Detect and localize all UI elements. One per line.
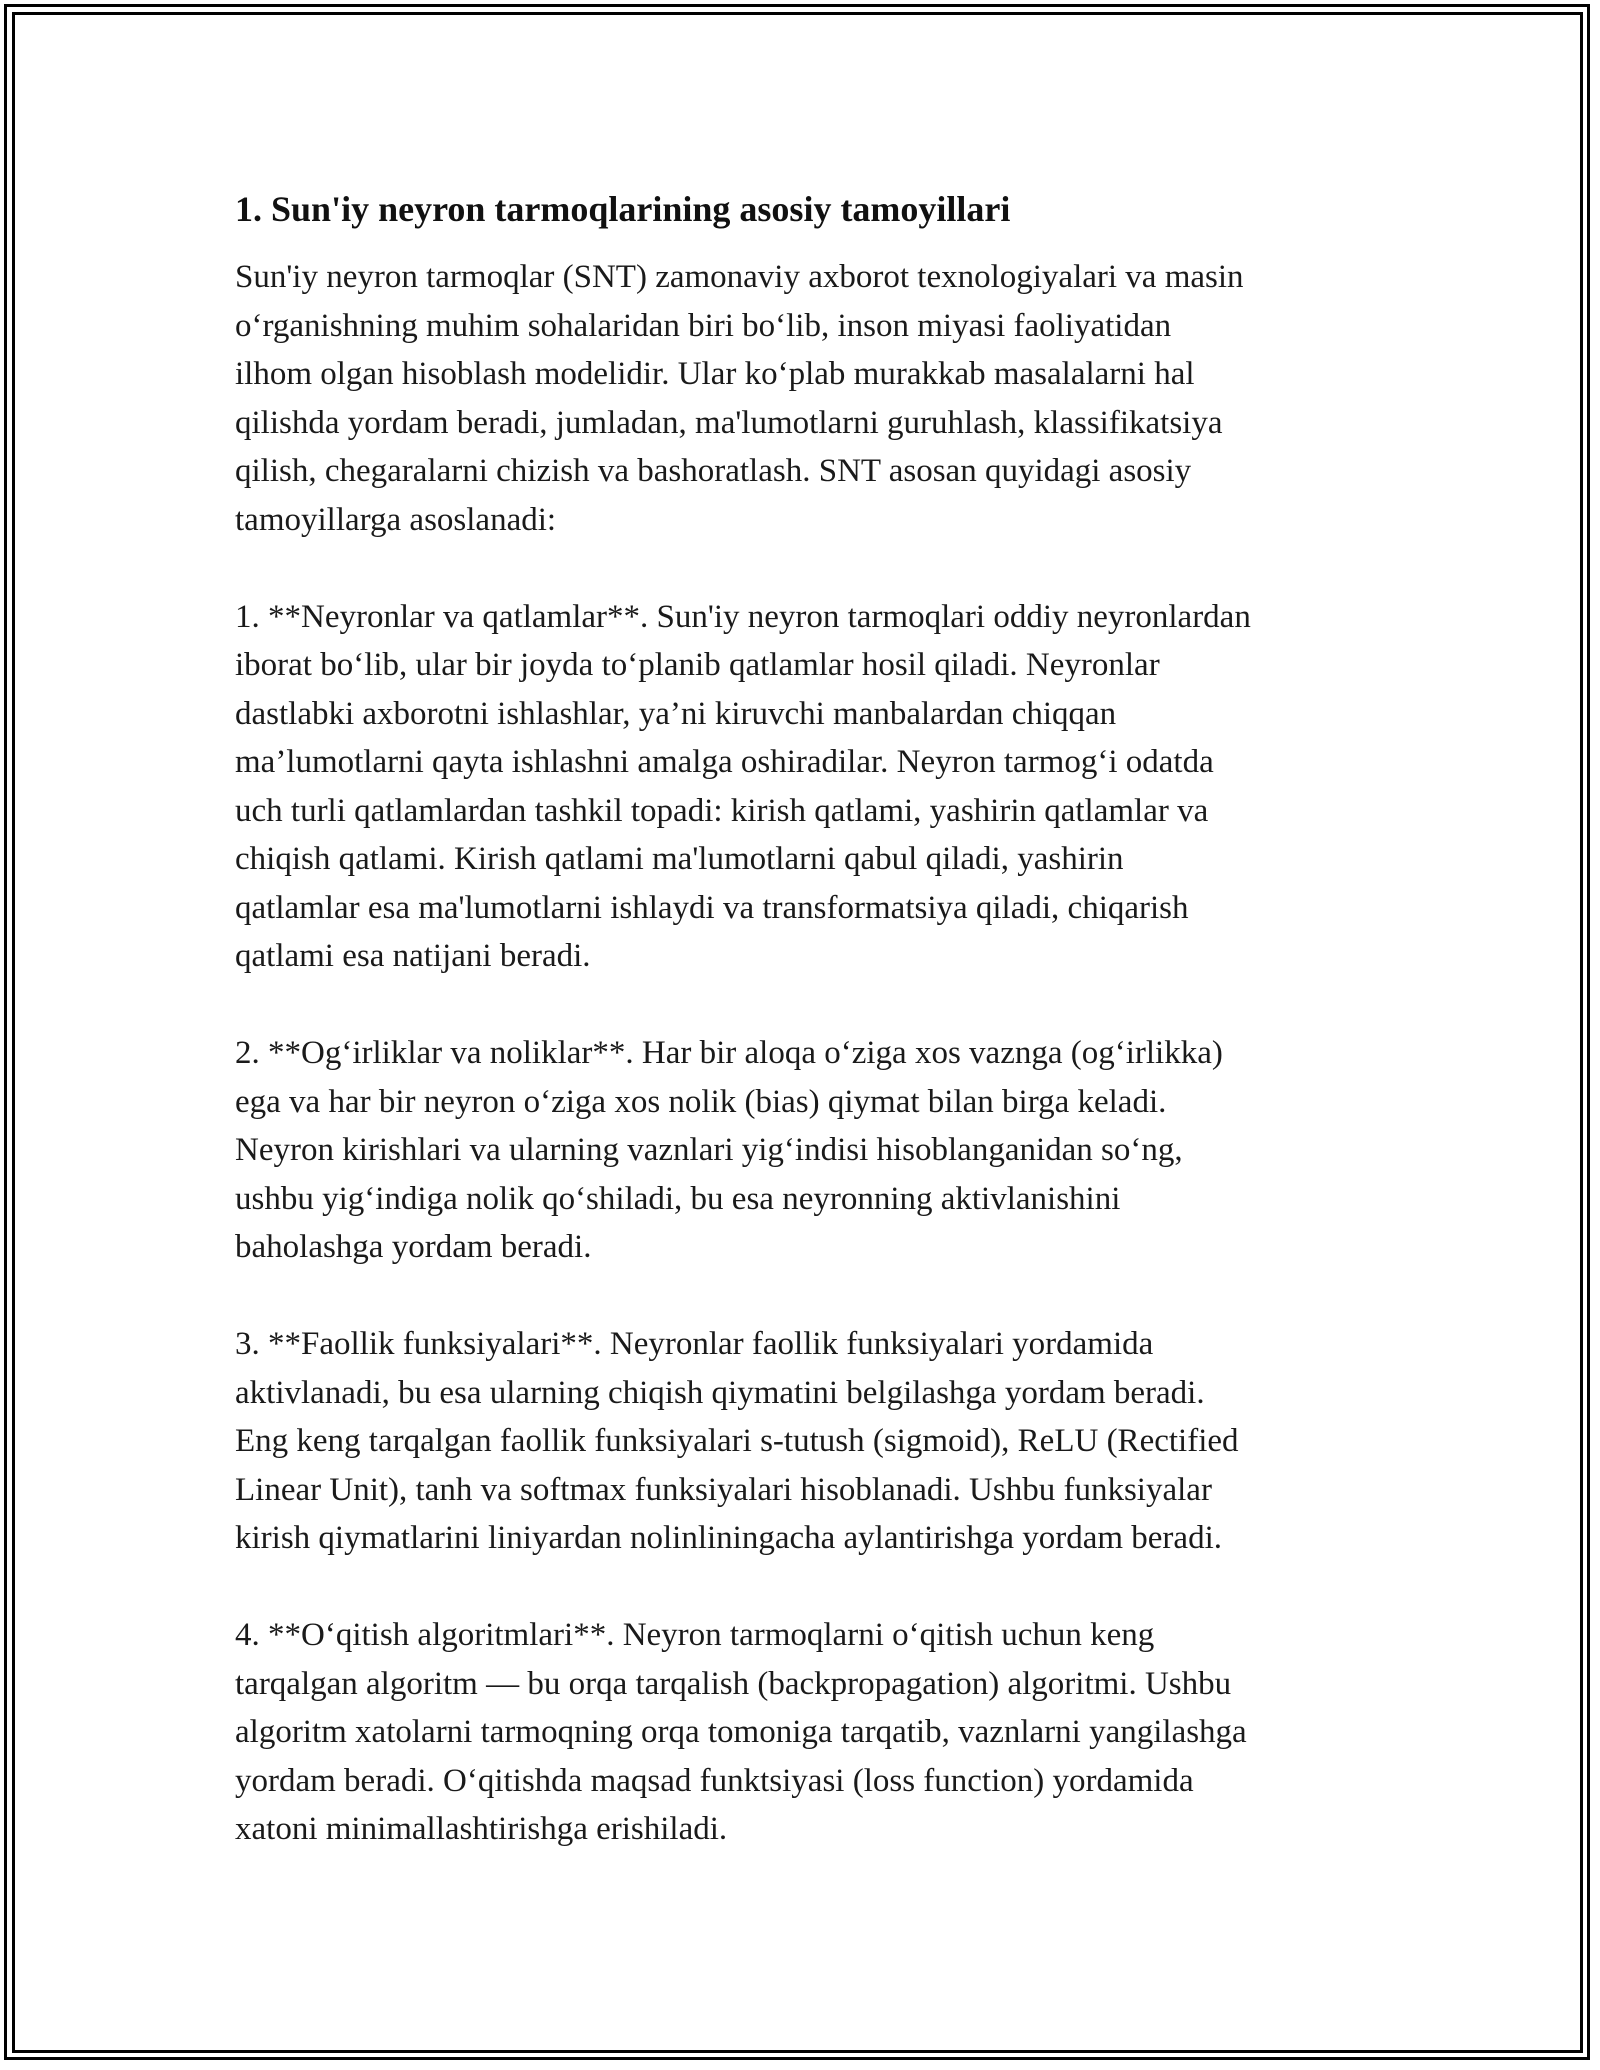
paragraph-line: ushbu yig‘indiga nolik qo‘shiladi, bu esa neyronning aktivlanishini — [235, 1180, 1121, 1217]
list-item-activation-functions — [235, 1320, 1385, 1563]
paragraph-line: yordam beradi. O‘qitishda maqsad funktsiyasi (loss function) yordamida — [235, 1762, 1194, 1799]
paragraph-line: chiqish qatlami. Kirish qatlami ma'lumotlarni qabul qiladi, yashirin — [235, 841, 1124, 877]
paragraph-line: kirish qiymatlarini liniyardan nolinliningacha aylantirishga yordam beradi. — [235, 1520, 1222, 1556]
paragraph-line: 1. **Neyronlar va qatlamlar**. Sun'iy neyron tarmoqlari oddiy neyronlardan — [235, 598, 1251, 635]
paragraph-line: ilhom olgan hisoblash modelidir. Ular ko‘plab murakkab masalalarni hal — [235, 356, 1195, 392]
section-heading: 1. Sun'iy neyron tarmoqlarining asosiy tamoyillari — [235, 189, 1011, 229]
paragraph-line: tarqalgan algoritm — bu orqa tarqalish (backpropagation) algoritmi. Ushbu — [235, 1665, 1232, 1702]
paragraph-line: 2. **Og‘irliklar va noliklar**. Har bir aloqa o‘ziga xos vaznga (og‘irlikka) — [235, 1035, 1223, 1071]
paragraph-line: aktivlanadi, bu esa ularning chiqish qiymatini belgilashga yordam beradi. — [235, 1374, 1205, 1411]
list-item-neurons-layers — [235, 593, 1385, 981]
paragraph-line: ma’lumotlarni qayta ishlashni amalga oshiradilar. Neyron tarmog‘i odatda — [235, 744, 1214, 780]
paragraph-line: Linear Unit), tanh va softmax funksiyalari hisoblanadi. Ushbu funksiyalar — [235, 1471, 1212, 1508]
list-item-weights-biases — [235, 1029, 1385, 1272]
paragraph-line: qatlamlar esa ma'lumotlarni ishlaydi va transformatsiya qiladi, chiqarish — [235, 889, 1189, 926]
paragraph-line: Neyron kirishlari va ularning vaznlari yig‘indisi hisoblanganidan so‘ng, — [235, 1132, 1183, 1168]
paragraph-line: 4. **O‘qitish algoritmlari**. Neyron tarmoqlarni o‘qitish uchun keng — [235, 1617, 1155, 1653]
paragraph-line: 3. **Faollik funksiyalari**. Neyronlar faollik funksiyalari yordamida — [235, 1326, 1154, 1362]
paragraph-line: algoritm xatolarni tarmoqning orqa tomoniga tarqatib, vaznlarni yangilashga — [235, 1714, 1247, 1750]
list-item-training-algorithms — [235, 1611, 1385, 1854]
paragraph-line: iborat bo‘lib, ular bir joyda to‘planib qatlamlar hosil qiladi. Neyronlar — [235, 647, 1160, 683]
paragraph-line: qilishda yordam beradi, jumladan, ma'lumotlarni guruhlash, klassifikatsiya — [235, 404, 1223, 441]
paragraph-line: tamoyillarga asoslanadi: — [235, 501, 557, 538]
paragraph-line: dastlabki axborotni ishlashlar, ya’ni kiruvchi manbalardan chiqqan — [235, 695, 1117, 732]
paragraph-line: xatoni minimallashtirishga erishiladi. — [235, 1811, 728, 1847]
paragraph-line: ega va har bir neyron o‘ziga xos nolik (bias) qiymat bilan birga keladi. — [235, 1083, 1167, 1120]
paragraph-line: Eng keng tarqalgan faollik funksiyalari s-tutush (sigmoid), ReLU (Rectified — [235, 1423, 1239, 1459]
paragraph-line: Sun'iy neyron tarmoqlar (SNT) zamonaviy axborot texnologiyalari va masin — [235, 259, 1244, 295]
paragraph-line: o‘rganishning muhim sohalaridan biri bo‘lib, inson miyasi faoliyatidan — [235, 307, 1172, 344]
paragraph-line: qilish, chegaralarni chizish va bashoratlash. SNT asosan quyidagi asosiy — [235, 453, 1192, 489]
intro-paragraph — [235, 253, 1385, 544]
document-body — [235, 185, 1385, 1902]
paragraph-line: uch turli qatlamlardan tashkil topadi: kirish qatlami, yashirin qatlamlar va — [235, 792, 1209, 829]
paragraph-line: qatlami esa natijani beradi. — [235, 938, 591, 974]
paragraph-line: baholashga yordam beradi. — [235, 1229, 592, 1265]
